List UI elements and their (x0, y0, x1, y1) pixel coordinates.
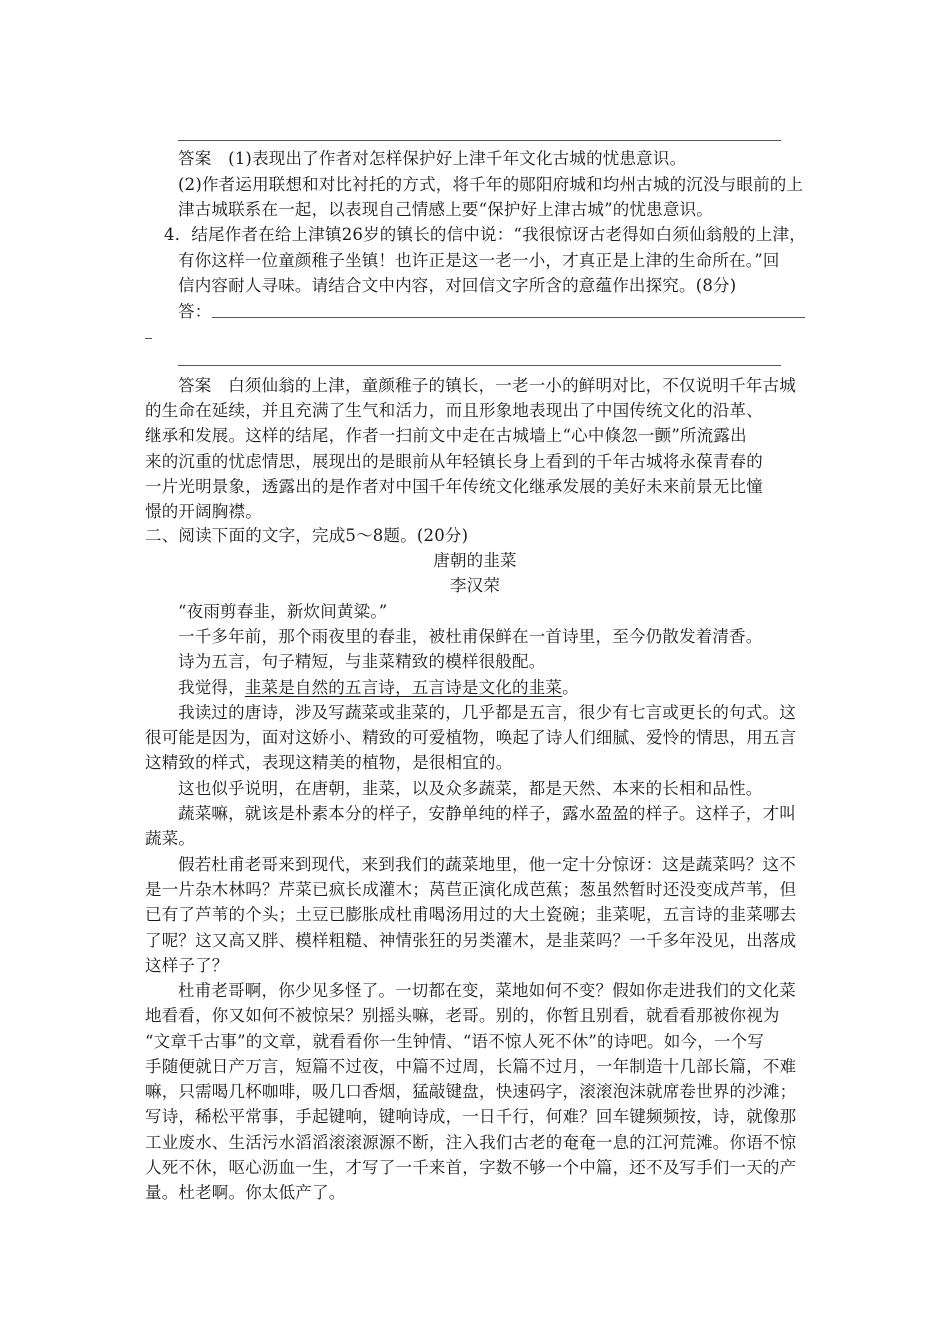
paragraph-7-line-1: 蔬菜嘛，就该是朴素本分的样子，安静单纯的样子，露水盈盈的样子。这样子，才叫 (178, 804, 796, 823)
paragraph-9-line-3: “文章千古事”的文章，就看看你一生钟情、“语不惊人死不休”的诗吧。如今，一个写 (145, 1032, 765, 1051)
paragraph-6: 这也似乎说明，在唐朝，韭菜，以及众多蔬菜，都是天然、本来的长相和品性。 (178, 779, 763, 798)
paragraph-9-line-1: 杜甫老哥啊，你少见多怪了。一切都在变，菜地如何不变？假如你走进我们的文化菜 (178, 981, 796, 1000)
paragraph-7-line-2: 蔬菜。 (145, 829, 196, 848)
paragraph-9-line-7: 工业废水、生活污水滔滔滚滚源源不断，注入我们古老的奄奄一息的江河荒滩。你语不惊 (145, 1133, 797, 1152)
paragraph-9-line-4: 手随便就日产万言，短篇不过夜，中篇不过周，长篇不过月，一年制造十几部长篇，不难 (145, 1057, 797, 1076)
article-title: 唐朝的韭菜 (433, 551, 517, 570)
paragraph-9-line-2: 地看看，你又如何不被惊呆？别摇头嘛，老哥。别的，你暂且别看，就看看那被你视为 (145, 1006, 780, 1025)
paragraph-5-line-1: 我读过的唐诗，涉及写蔬菜或韭菜的，几乎都是五言，很少有七言或更长的句式。这 (178, 703, 796, 722)
answer-write-line-2[interactable] (178, 365, 781, 366)
answer-4-line-4: 来的沉重的忧虑情思，展现出的是眼前从年轻镇长身上看到的千年古城将永葆青春的 (145, 452, 763, 471)
paragraph-8-line-3: 已有了芦苇的个头；土豆已膨胀成杜甫喝汤用过的大土瓷碗；韭菜呢，五言诗的韭菜哪去 (145, 905, 797, 924)
dash-mark (145, 338, 152, 339)
question-4-line-3: 信内容耐人寻味。请结合文中内容，对回信文字所含的意蕴作出探究。(8分) (178, 276, 737, 295)
paragraph-8-line-2: 是一片杂木林吗？芹菜已疯长成灌木；莴苣正演化成芭蕉；葱虽然暂时还没变成芦苇，但 (145, 880, 797, 899)
underlined-sentence: 韭菜是自然的五言诗，五言诗是文化的韭菜 (244, 678, 563, 697)
paragraph-5-line-2: 很可能是因为，面对这娇小、精致的可爱植物，唤起了诗人们细腻、爱怜的情思，用五言 (145, 728, 797, 747)
answer-3-line-1: 答案 (1)表现出了作者对怎样保护好上津千年文化古城的忧患意识。 (178, 149, 687, 168)
paragraph-9-line-6: 写诗，稀松平常事，手起键响，键响诗成，一日千行，何难？回车键频频按，诗，就像那 (145, 1107, 797, 1126)
paragraph-4 (178, 677, 579, 699)
section-heading: 二、阅读下面的文字，完成5～8题。(20分) (145, 526, 469, 545)
answer-3-line-2: (2)作者运用联想和对比衬托的方式，将千年的郧阳府城和均州古城的沉没与眼前的上 (178, 175, 804, 194)
paragraph-9-line-9: 量。杜老啊。你太低产了。 (145, 1183, 346, 1202)
paragraph-2: 一千多年前，那个雨夜里的春韭，被杜甫保鲜在一首诗里，至今仍散发着清香。 (178, 627, 763, 646)
paragraph-5-line-3: 这精致的样式，表现这精美的植物，是很相宜的。 (145, 753, 513, 772)
answer-write-line[interactable] (212, 317, 805, 318)
answer-4-line-2: 的生命在延续，并且充满了生气和活力，而且形象地表现出了中国传统文化的沿革、 (145, 401, 763, 420)
paragraph-4-prefix: 我觉得， (178, 678, 245, 697)
paragraph-3: 诗为五言，句子精短，与韭菜精致的模样很般配。 (178, 652, 546, 671)
article-author: 李汉荣 (449, 576, 501, 595)
answer-4-line-6: 憬的开阔胸襟。 (145, 502, 262, 521)
question-4-line-2: 有你这样一位童颜稚子坐镇！也许正是这一老一小，才真正是上津的生命所在。”回 (178, 251, 780, 270)
paragraph-8-line-1: 假若杜甫老哥来到现代，来到我们的蔬菜地里，他一定十分惊讶：这是蔬菜吗？这不 (178, 855, 796, 874)
paragraph-9-line-8: 人死不休，呕心沥血一生，才写了一千来首，字数不够一个中篇，还不及写手们一天的产 (145, 1158, 797, 1177)
paragraph-8-line-4: 了呢？这又高又胖、模样粗糙、神情张狂的另类灌木，是韭菜吗？一千多年没见，出落成 (145, 931, 797, 950)
paragraph-1: “夜雨剪春韭，新炊间黄粱。” (178, 602, 388, 621)
paragraph-8-line-5: 这样子了？ (145, 956, 229, 975)
answer-4-line-3: 继承和发展。这样的结尾，作者一扫前文中走在古城墙上“心中倏忽一颤”所流露出 (145, 426, 747, 445)
answer-4-line-5: 一片光明景象，透露出的是作者对中国千年传统文化继承发展的美好未来前景无比憧 (145, 477, 763, 496)
paragraph-4-suffix: 。 (562, 678, 579, 697)
answer-blank-line (178, 140, 781, 141)
answer-4-line-1: 答案 白须仙翁的上津，童颜稚子的镇长，一老一小的鲜明对比，不仅说明千年古城 (178, 376, 796, 395)
paragraph-9-line-5: 嘛，只需喝几杯咖啡，吸几口香烟，猛敲键盘，快速码字，滚滚泡沫就席卷世界的沙滩； (145, 1082, 797, 1101)
question-4-line-1: 4．结尾作者在给上津镇26岁的镇长的信中说：“我很惊讶古老得如白须仙翁般的上津， (164, 225, 806, 244)
answer-3-line-3: 津古城联系在一起，以表现自己情感上要“保护好上津古城”的忧患意识。 (178, 200, 713, 219)
answer-label: 答： (178, 302, 212, 321)
